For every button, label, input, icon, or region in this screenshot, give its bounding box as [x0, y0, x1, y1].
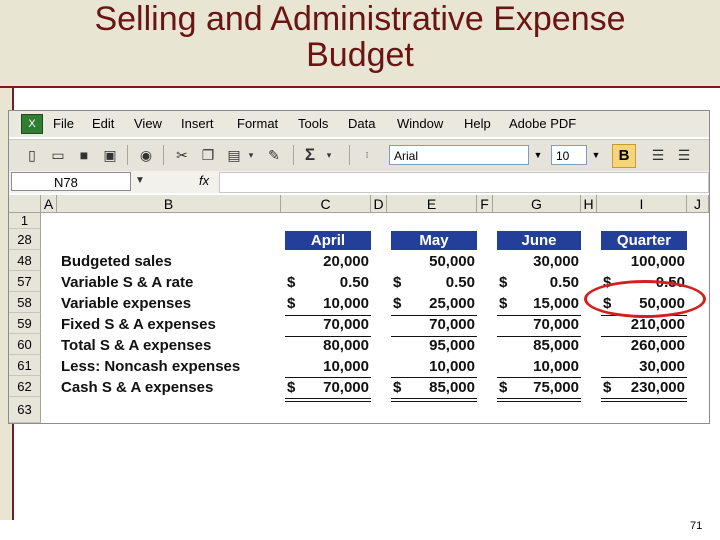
header-quarter: Quarter — [601, 231, 687, 250]
permission-icon[interactable]: ▣ — [103, 147, 117, 163]
label-variable-expenses: Variable expenses — [61, 295, 192, 312]
header-may: May — [391, 231, 477, 250]
single-underline — [497, 377, 581, 378]
menu-adobe-pdf[interactable]: Adobe PDF — [509, 116, 577, 131]
cell-value: 75,000 — [533, 379, 579, 396]
new-document-icon[interactable]: ▯ — [28, 147, 36, 163]
single-underline — [601, 377, 687, 378]
single-underline — [601, 336, 687, 337]
cell-value: 10,000 — [429, 358, 475, 375]
cell-value: 230,000 — [630, 379, 685, 396]
label-budgeted-sales: Budgeted sales — [61, 253, 172, 270]
single-underline — [285, 315, 371, 316]
menu-tools[interactable]: Tools — [298, 116, 329, 131]
single-underline — [391, 315, 477, 316]
cell-value: 25,000 — [429, 295, 475, 312]
toolbar-separator — [349, 145, 350, 165]
copy-icon[interactable]: ❐ — [201, 147, 215, 163]
row-header[interactable]: 1 — [9, 213, 41, 229]
menu-file[interactable]: File — [53, 116, 74, 131]
single-underline — [285, 377, 371, 378]
column-header-f[interactable]: F — [477, 195, 493, 213]
cell-value: 70,000 — [323, 379, 369, 396]
page-number: 71 — [690, 520, 703, 532]
menu-bar — [9, 111, 709, 137]
column-header-b[interactable]: B — [57, 195, 281, 213]
cell-value: 20,000 — [323, 253, 369, 270]
dollar-sign: $ — [499, 295, 508, 312]
cell-value: 50,000 — [639, 295, 685, 312]
single-underline — [497, 315, 581, 316]
save-icon[interactable]: ■ — [79, 147, 89, 163]
align-left-icon[interactable]: ☰ — [651, 147, 665, 163]
autosum-icon[interactable]: Σ — [304, 145, 316, 164]
row-header[interactable]: 60 — [9, 334, 41, 355]
single-underline — [497, 336, 581, 337]
row-header[interactable]: 58 — [9, 292, 41, 313]
select-all-corner[interactable] — [9, 195, 41, 213]
dollar-sign: $ — [499, 274, 508, 291]
double-underline — [285, 398, 371, 399]
dollar-sign: $ — [603, 295, 612, 312]
formula-input[interactable] — [219, 172, 709, 193]
insert-function-icon[interactable]: fx — [199, 173, 210, 188]
cell-value: 100,000 — [630, 253, 685, 270]
menu-window[interactable]: Window — [397, 116, 444, 131]
name-box-dropdown-icon[interactable]: ▼ — [135, 175, 145, 186]
dollar-sign: $ — [393, 379, 402, 396]
label-cash-expenses: Cash S & A expenses — [61, 379, 214, 396]
cell-value: 0.50 — [549, 274, 579, 291]
cell-value: 85,000 — [429, 379, 475, 396]
cell-value: 85,000 — [533, 337, 579, 354]
cell-value: 80,000 — [323, 337, 369, 354]
dollar-sign: $ — [603, 274, 612, 291]
menu-help[interactable]: Help — [464, 116, 491, 131]
single-underline — [391, 336, 477, 337]
label-fixed-expenses: Fixed S & A expenses — [61, 316, 216, 333]
paste-dropdown-icon[interactable]: ▾ — [248, 150, 254, 160]
row-header[interactable]: 63 — [9, 397, 41, 423]
single-underline — [285, 336, 371, 337]
cell-value: 70,000 — [429, 316, 475, 333]
highlight-ellipse — [584, 280, 706, 318]
cell-value: 70,000 — [533, 316, 579, 333]
double-underline — [391, 398, 477, 399]
label-noncash-expenses: Less: Noncash expenses — [61, 358, 241, 375]
row-header[interactable]: 61 — [9, 355, 41, 376]
cell-value: 30,000 — [639, 358, 685, 375]
format-painter-icon[interactable]: ✎ — [268, 147, 280, 163]
paste-icon[interactable]: ▤ — [227, 147, 241, 163]
column-header-d[interactable]: D — [371, 195, 387, 213]
double-underline — [497, 398, 581, 399]
menu-format[interactable]: Format — [237, 116, 279, 131]
slide-title-line-2: Budget — [306, 36, 414, 74]
cell-value: 30,000 — [533, 253, 579, 270]
menu-edit[interactable]: Edit — [92, 116, 115, 131]
dollar-sign: $ — [393, 295, 402, 312]
column-header-g[interactable]: G — [493, 195, 581, 213]
menu-data[interactable]: Data — [348, 116, 376, 131]
row-header[interactable]: 48 — [9, 250, 41, 271]
cell-value: 210,000 — [630, 316, 685, 333]
dollar-sign: $ — [393, 274, 402, 291]
dollar-sign: $ — [499, 379, 508, 396]
cell-value: 15,000 — [533, 295, 579, 312]
font-size-select[interactable]: 10 — [551, 145, 587, 165]
column-header-c[interactable]: C — [281, 195, 371, 213]
double-underline — [285, 401, 371, 402]
double-underline — [391, 401, 477, 402]
excel-app-icon[interactable]: X — [21, 114, 43, 134]
cell-value: 0.50 — [445, 274, 475, 291]
font-name-select[interactable]: Arial — [389, 145, 529, 165]
slide-title-line-1: Selling and Administrative Expense — [94, 0, 626, 38]
toolbar-options-icon[interactable]: ⁝ — [365, 150, 369, 160]
font-size-dropdown-icon[interactable]: ▼ — [589, 145, 603, 165]
double-underline — [601, 398, 687, 399]
dollar-sign: $ — [287, 274, 296, 291]
toolbar-separator — [127, 145, 128, 165]
open-folder-icon[interactable]: ▭ — [51, 147, 65, 163]
cut-icon[interactable]: ✂ — [176, 147, 188, 163]
double-underline — [497, 401, 581, 402]
menu-view[interactable]: View — [134, 116, 162, 131]
column-header-i[interactable]: I — [597, 195, 687, 213]
cell-value: 95,000 — [429, 337, 475, 354]
header-april: April — [285, 231, 371, 250]
toolbar-separator — [293, 145, 294, 165]
bold-button[interactable]: B — [612, 144, 636, 168]
dollar-sign: $ — [287, 295, 296, 312]
label-total-expenses: Total S & A expenses — [61, 337, 212, 354]
cell-value: 10,000 — [323, 358, 369, 375]
column-header-e[interactable]: E — [387, 195, 477, 213]
cell-value: 0.50 — [339, 274, 369, 291]
font-name-dropdown-icon[interactable]: ▼ — [531, 145, 545, 165]
cell-value: 260,000 — [630, 337, 685, 354]
header-june: June — [497, 231, 581, 250]
cell-value: 10,000 — [323, 295, 369, 312]
autosum-dropdown-icon[interactable]: ▾ — [326, 150, 332, 160]
cell-value: 0.50 — [655, 274, 685, 291]
cell-value: 10,000 — [533, 358, 579, 375]
row-header[interactable]: 62 — [9, 376, 41, 397]
row-header[interactable]: 57 — [9, 271, 41, 292]
column-header-h[interactable]: H — [581, 195, 597, 213]
row-header[interactable]: 28 — [9, 229, 41, 250]
dollar-sign: $ — [603, 379, 612, 396]
align-center-icon[interactable]: ☰ — [677, 147, 691, 163]
name-box[interactable]: N78 — [11, 172, 131, 191]
label-variable-rate: Variable S & A rate — [61, 274, 194, 291]
double-underline — [601, 401, 687, 402]
formula-bar — [9, 171, 709, 193]
research-icon[interactable]: ◉ — [139, 147, 153, 163]
toolbar-separator — [163, 145, 164, 165]
cell-value: 50,000 — [429, 253, 475, 270]
standard-toolbar — [9, 139, 709, 173]
column-header-j[interactable]: J — [687, 195, 709, 213]
slide-title — [0, 0, 720, 88]
column-header-a[interactable]: A — [41, 195, 57, 213]
excel-screenshot — [8, 110, 710, 424]
menu-insert[interactable]: Insert — [181, 116, 214, 131]
single-underline — [391, 377, 477, 378]
row-header[interactable]: 59 — [9, 313, 41, 334]
dollar-sign: $ — [287, 379, 296, 396]
cell-value: 70,000 — [323, 316, 369, 333]
